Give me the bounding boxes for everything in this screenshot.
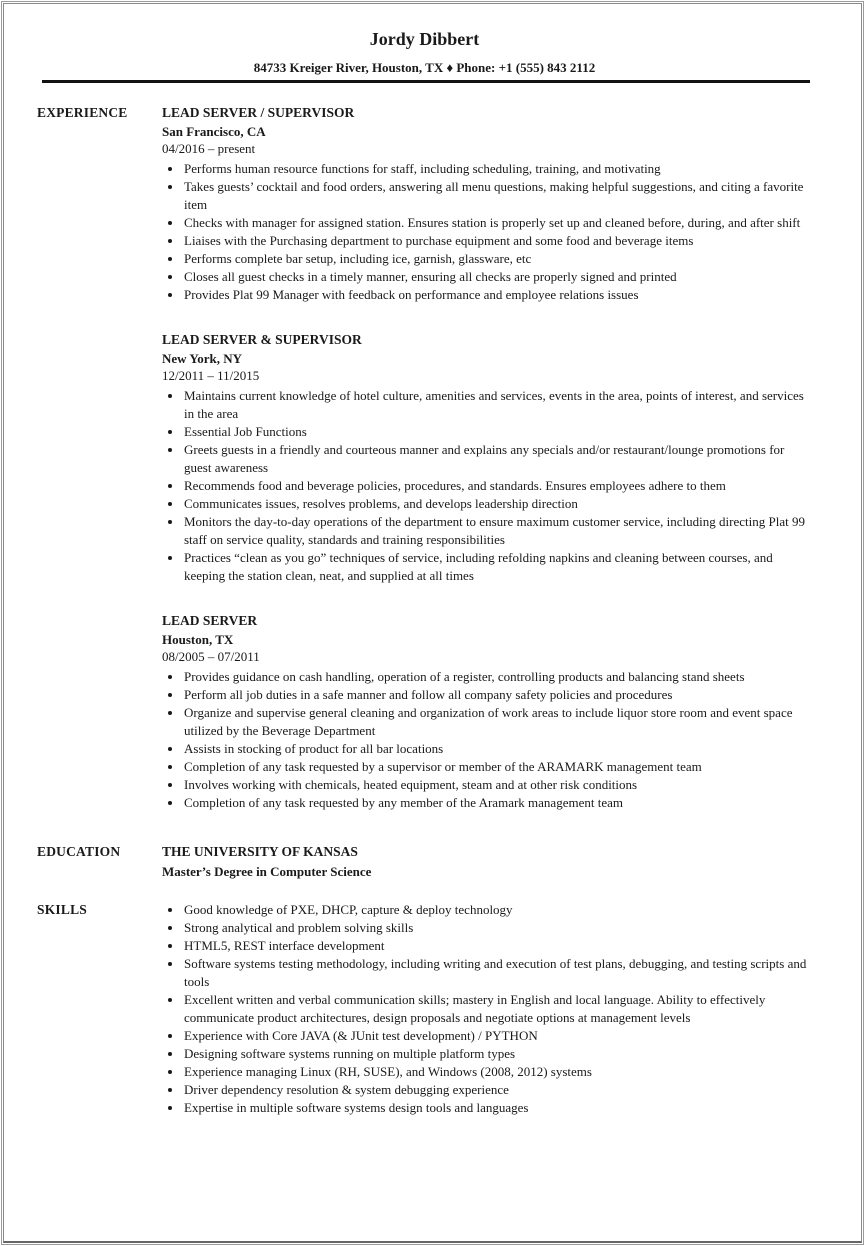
- job-location: Houston, TX: [162, 632, 234, 647]
- contact-line: 84733 Kreiger River, Houston, TX ♦ Phone: +1 (555) 843 2112: [253, 60, 596, 75]
- job-bullet-list: [162, 160, 812, 304]
- job-bullet-item: • Maintains current knowledge of hotel culture, amenities and services, events in the area, points of interest, and services in the area: [183, 387, 812, 423]
- experience-jobs: [162, 104, 812, 812]
- header-divider: [42, 80, 810, 83]
- job-bullet-item: • Completion of any task requested by a supervisor or member of the ARAMARK management team: [183, 758, 812, 776]
- skills-section-label: SKILLS: [37, 902, 87, 917]
- skill-bullet-item: • Good knowledge of PXE, DHCP, capture & deploy technology: [183, 901, 812, 919]
- job-bullet-item: • Communicates issues, resolves problems, and develops leadership direction: [183, 495, 812, 513]
- education-content: [162, 843, 812, 880]
- skill-bullet-item: • Strong analytical and problem solving skills: [183, 919, 812, 937]
- experience-section-label: EXPERIENCE: [37, 105, 128, 120]
- job-entry: [162, 612, 812, 812]
- job-bullet-item: • Liaises with the Purchasing department to purchase equipment and some food and beverage items: [183, 232, 812, 250]
- job-bullet-item: • Practices “clean as you go” techniques of service, including refolding napkins and cleaning between courses, and keeping the station clean, neat, and supplied at all times: [183, 549, 812, 585]
- job-title: LEAD SERVER: [162, 613, 258, 628]
- job-bullet-item: • Essential Job Functions: [183, 423, 812, 441]
- education-school: THE UNIVERSITY OF KANSAS: [162, 844, 358, 859]
- job-dates: 04/2016 – present: [162, 141, 256, 156]
- job-title: LEAD SERVER & SUPERVISOR: [162, 332, 362, 347]
- job-bullet-item: • Provides guidance on cash handling, operation of a register, controlling products and balancing stand sheets: [183, 668, 812, 686]
- job-bullet-item: • Organize and supervise general cleaning and organization of work areas to include liquor store room and event space utilized by the Beverage Department: [183, 704, 812, 740]
- job-dates: 08/2005 – 07/2011: [162, 649, 260, 664]
- job-entry: [162, 331, 812, 585]
- job-bullet-item: • Greets guests in a friendly and courteous manner and explains any specials and/or restaurant/lounge promotions for guest awareness: [183, 441, 812, 477]
- job-bullet-item: • Provides Plat 99 Manager with feedback on performance and employee relations issues: [183, 286, 812, 304]
- education-section-label: EDUCATION: [37, 844, 121, 859]
- job-bullet-list: [162, 387, 812, 585]
- job-location: New York, NY: [162, 351, 243, 366]
- job-bullet-item: • Closes all guest checks in a timely manner, ensuring all checks are properly signed and printed: [183, 268, 812, 286]
- skills-list: [162, 901, 812, 1117]
- skill-bullet-item: • Designing software systems running on multiple platform types: [183, 1045, 812, 1063]
- job-bullet-item: • Checks with manager for assigned station. Ensures station is properly set up and cleaned before, during, and after shift: [183, 214, 812, 232]
- job-dates: 12/2011 – 11/2015: [162, 368, 260, 383]
- skill-bullet-item: • Excellent written and verbal communication skills; mastery in English and local language. Ability to effectively communicate product architectures, design proposals and negotiate options at management levels: [183, 991, 812, 1027]
- job-bullet-item: • Performs human resource functions for staff, including scheduling, training, and motivating: [183, 160, 812, 178]
- skill-bullet-item: • Experience managing Linux (RH, SUSE), and Windows (2008, 2012) systems: [183, 1063, 812, 1081]
- education-degree: Master’s Degree in Computer Science: [162, 864, 372, 879]
- skills-content: [162, 901, 812, 1117]
- section-education: [37, 843, 812, 880]
- job-bullet-item: • Takes guests’ cocktail and food orders, answering all menu questions, making helpful suggestions, and citing a favorite item: [183, 178, 812, 214]
- job-entry: [162, 104, 812, 304]
- job-bullet-item: • Involves working with chemicals, heated equipment, steam and at other risk conditions: [183, 776, 812, 794]
- skill-bullet-item: • Experience with Core JAVA (& JUnit test development) / PYTHON: [183, 1027, 812, 1045]
- resume-header: [37, 29, 812, 75]
- job-bullet-item: • Performs complete bar setup, including ice, garnish, glassware, etc: [183, 250, 812, 268]
- job-location: San Francisco, CA: [162, 124, 266, 139]
- job-title: LEAD SERVER / SUPERVISOR: [162, 105, 355, 120]
- job-bullet-item: • Recommends food and beverage policies, procedures, and standards. Ensures employees adhere to them: [183, 477, 812, 495]
- job-bullet-item: • Monitors the day-to-day operations of the department to ensure maximum customer service, including directing Plat 99 staff on service quality, standards and training responsibilities: [183, 513, 812, 549]
- section-skills: [37, 901, 812, 1117]
- skill-bullet-item: • Driver dependency resolution & system debugging experience: [183, 1081, 812, 1099]
- section-experience: [37, 104, 812, 812]
- candidate-name: Jordy Dibbert: [369, 29, 480, 49]
- skill-bullet-item: • Software systems testing methodology, including writing and execution of test plans, debugging, and testing scripts and tools: [183, 955, 812, 991]
- job-bullet-item: • Assists in stocking of product for all bar locations: [183, 740, 812, 758]
- skill-bullet-item: • HTML5, REST interface development: [183, 937, 812, 955]
- skill-bullet-item: • Expertise in multiple software systems design tools and languages: [183, 1099, 812, 1117]
- job-bullet-item: • Perform all job duties in a safe manner and follow all company safety policies and procedures: [183, 686, 812, 704]
- job-bullet-list: [162, 668, 812, 812]
- job-bullet-item: • Completion of any task requested by any member of the Aramark management team: [183, 794, 812, 812]
